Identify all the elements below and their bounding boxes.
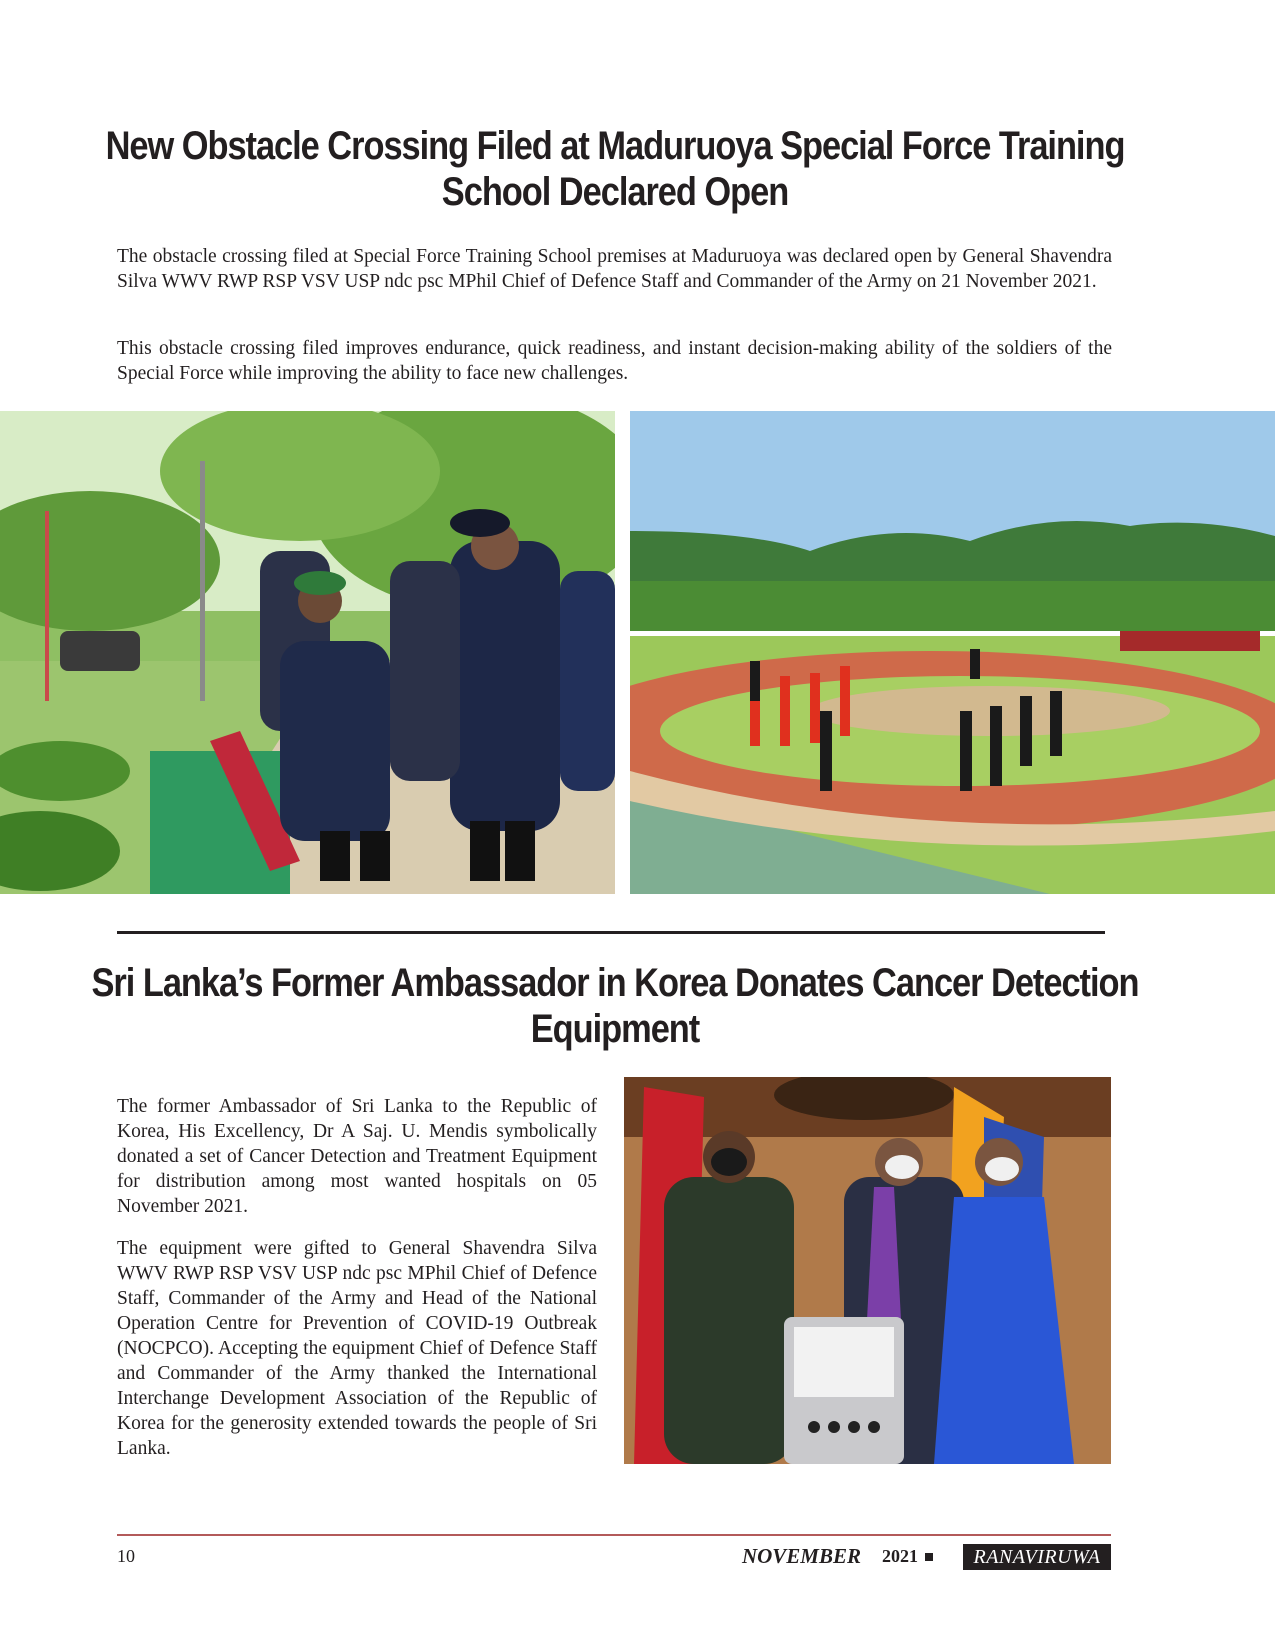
section-divider (117, 931, 1105, 934)
photo-opening-ceremony (0, 411, 615, 894)
article-paragraph: The obstacle crossing filed at Special Force Training School premises at Maduruoya was declared open by General Shavendra Silva WWV RWP RSP VSV USP ndc psc MPhil Chief of Defence Staff and Commander of the Army on 21 November 2021. (117, 246, 1112, 292)
footer-rule (117, 1534, 1111, 1536)
photo-obstacle-field (630, 411, 1275, 894)
footer-square-bullet (925, 1553, 933, 1561)
issue-month: NOVEMBER (741, 1544, 861, 1568)
article-paragraph: The equipment were gifted to General Shavendra Silva WWV RWP RSP VSV USP ndc psc MPhil Chief of Defence Staff, Commander of the Army and Head of the National Operation Centre for Prevention of COVID-19 Outbreak (NOCPCO). Accepting the equipment Chief of Defence Staff and Commander of the Army thanked the International Interchange Development Association of the Republic of Korea for the generosity extended towards the people of Sri Lanka. (117, 1238, 597, 1459)
article-paragraph: This obstacle crossing filed improves endurance, quick readiness, and instant decision-making ability of the soldiers of the Special Force while improving the ability to face new challenges. (117, 338, 1112, 384)
article-paragraph: The former Ambassador of Sri Lanka to the Republic of Korea, His Excellency, Dr A Saj. U. Mendis symbolically donated a set of Cancer Detection and Treatment Equipment for distribution among most wanted hospitals on 05 November 2021. (117, 1096, 597, 1217)
issue-year: 2021 (882, 1546, 918, 1566)
magazine-name: RANAVIRUWA (963, 1544, 1111, 1570)
page-number: 10 (117, 1546, 135, 1566)
article-headline-cancer-equipment: Sri Lanka’s Former Ambassador in Korea Donates Cancer Detection Equipment (91, 961, 1139, 1051)
photo-equipment-donation (624, 1077, 1111, 1464)
article-headline-obstacle-crossing: New Obstacle Crossing Filed at Maduruoya Special Force Training School Declared Open (105, 124, 1125, 214)
